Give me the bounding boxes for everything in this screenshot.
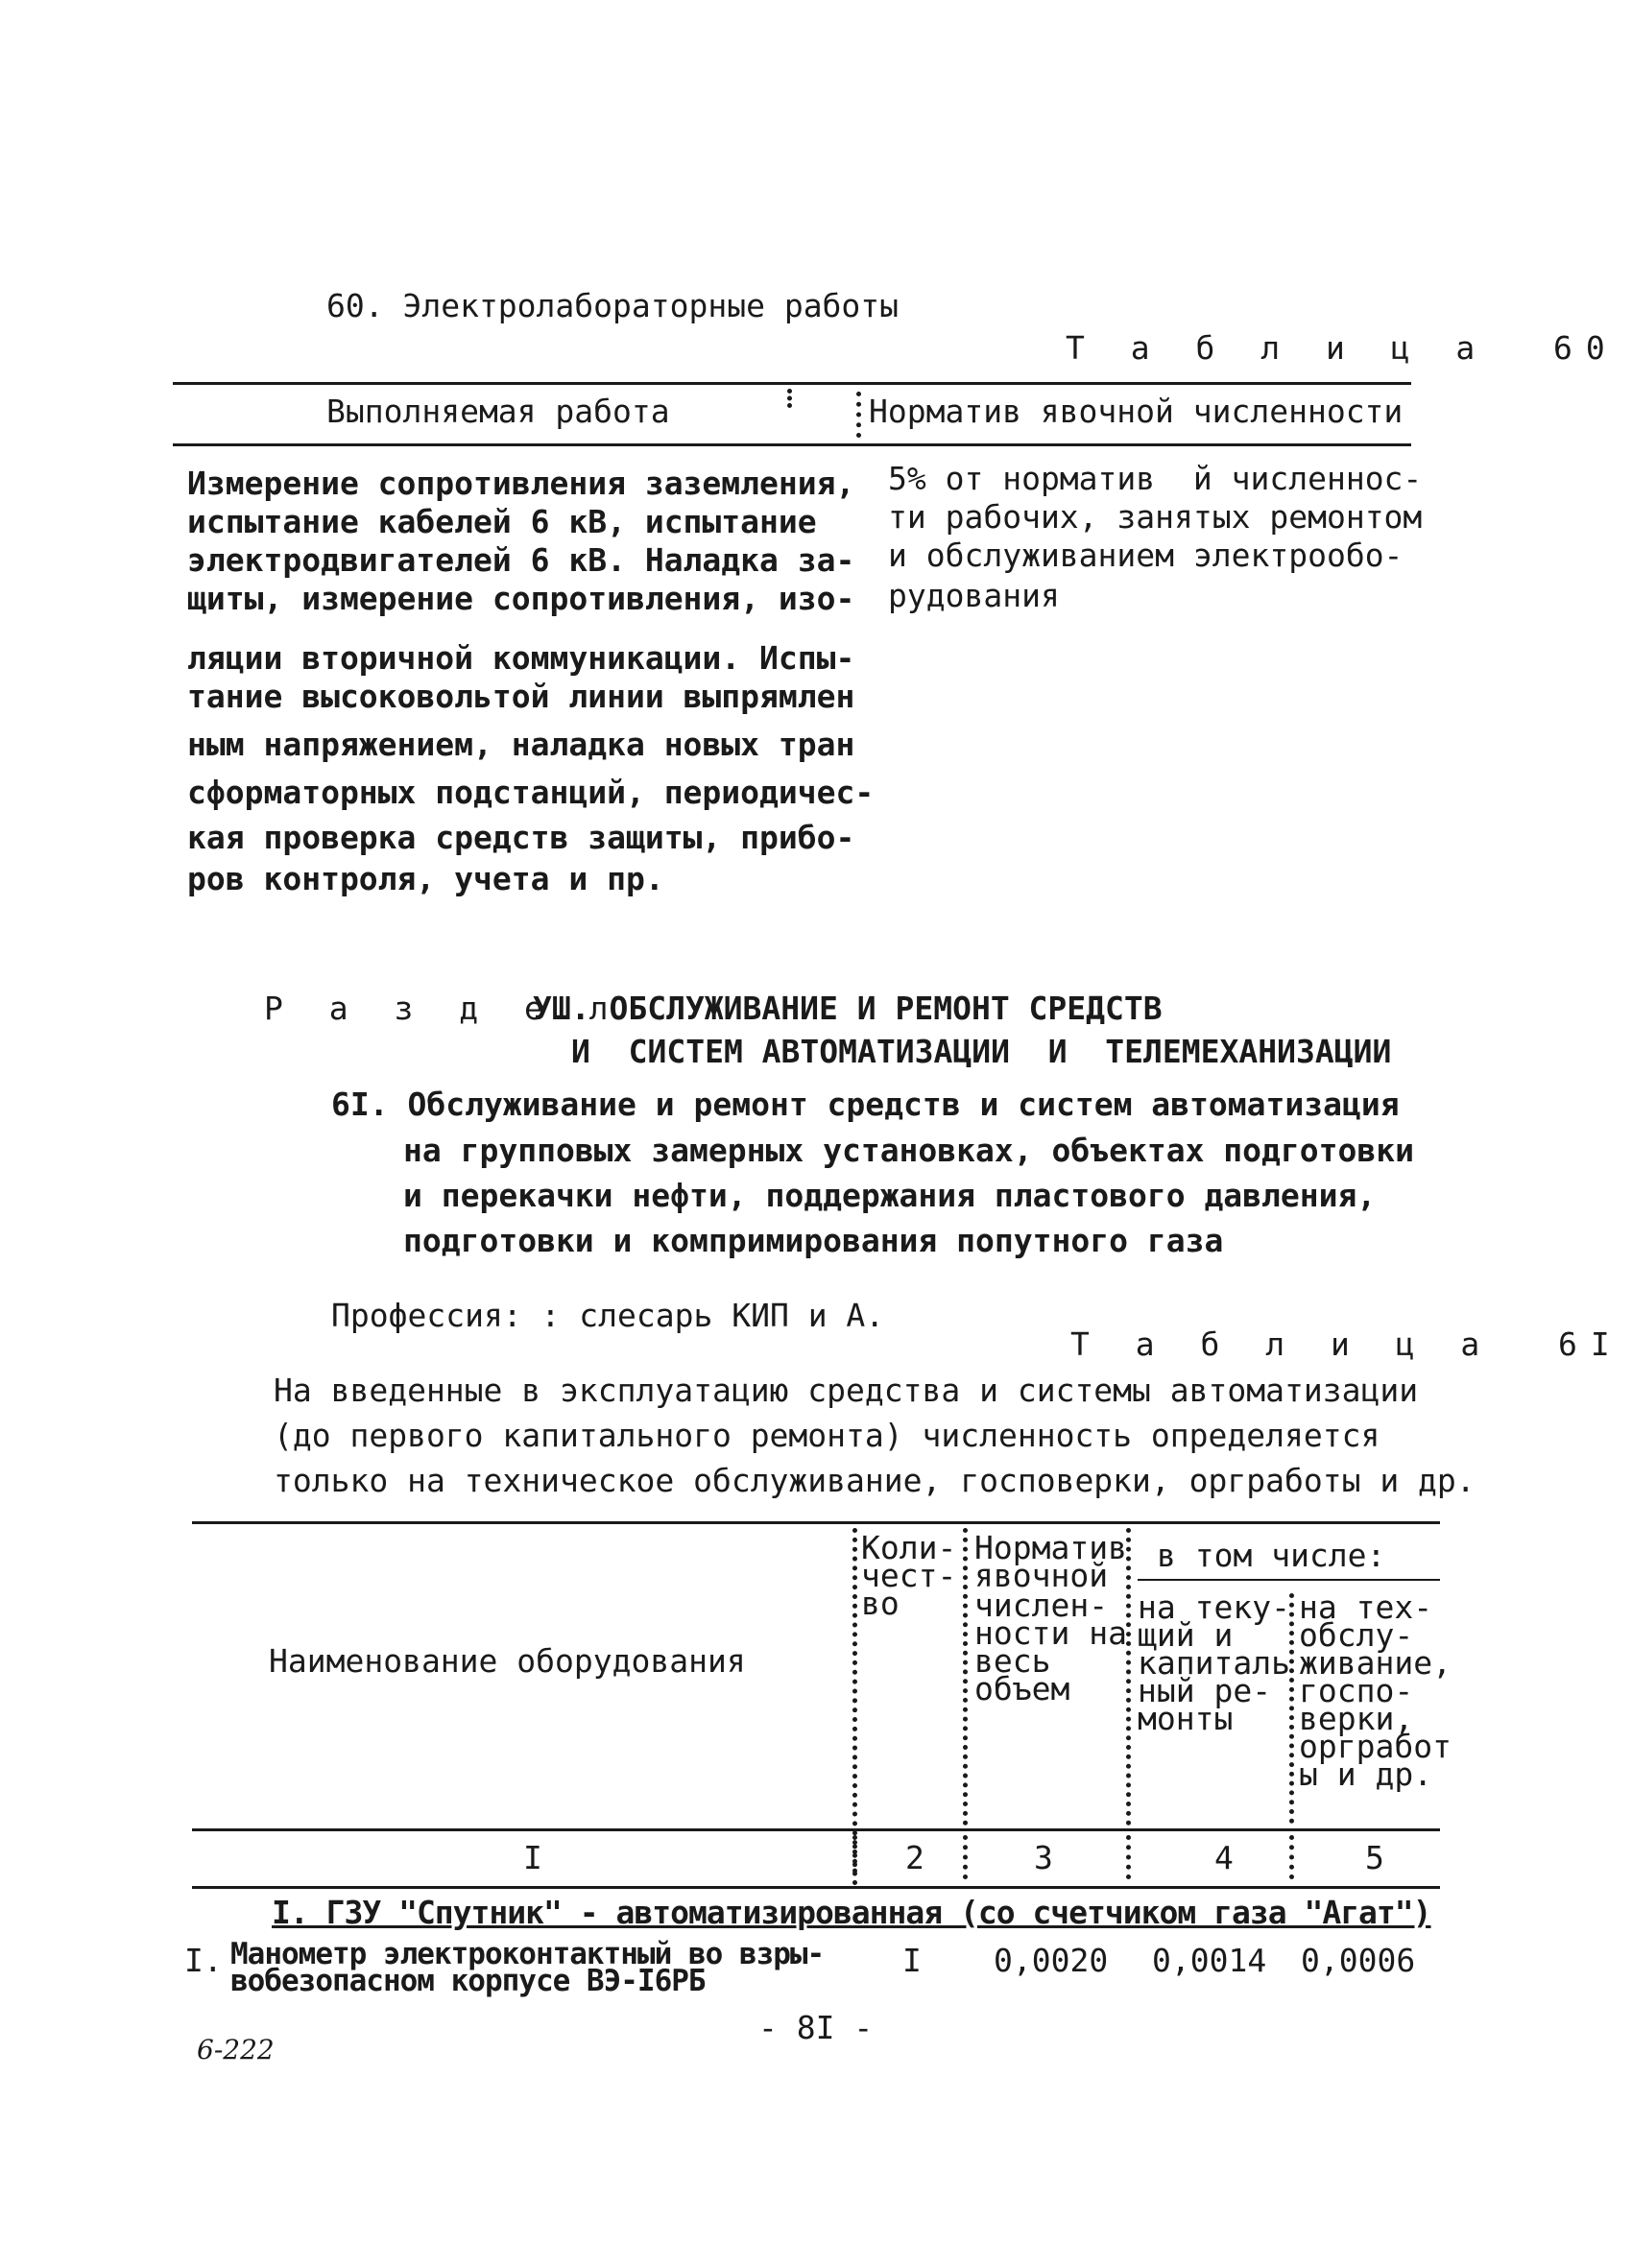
header-line: ный ре- xyxy=(1138,1672,1272,1709)
table-61-label: Т а б л и ц а 6I xyxy=(1070,1325,1623,1363)
table-61-sep-3 xyxy=(1126,1528,1131,1826)
col-number-1: I xyxy=(523,1839,542,1876)
table-61-numbers-rule xyxy=(192,1886,1440,1889)
col-number-5: 5 xyxy=(1365,1839,1384,1876)
table-60-col-work: Выполняемая работа xyxy=(326,393,670,430)
table-61-num-sep-2 xyxy=(963,1835,968,1879)
header-line: во xyxy=(861,1585,900,1622)
work-line: электродвигателей 6 кВ. Наладка за- xyxy=(187,541,855,579)
work-line: ным напряжением, наладка новых тран xyxy=(187,726,855,763)
header-line: живание, xyxy=(1299,1644,1452,1682)
table-61-sep-4 xyxy=(1289,1593,1294,1824)
header-line: обслу- xyxy=(1299,1616,1414,1654)
section-61-heading-line: на групповых замерных установках, объектах подготовки xyxy=(403,1132,1414,1169)
header-line: ности на xyxy=(974,1614,1127,1652)
section-8-title-line2: И СИСТЕМ АВТОМАТИЗАЦИИ И ТЕЛЕМЕХАНИЗАЦИИ xyxy=(571,1033,1392,1070)
table-61-note-line: (до первого капитального ремонта) численность определяется xyxy=(274,1417,1380,1454)
section-61-heading-line: 6I. Обслуживание и ремонт средств и систем автоматизация xyxy=(331,1086,1400,1123)
header-line: числен- xyxy=(974,1587,1109,1624)
table-61-group-title: I. ГЗУ "Спутник" - автоматизированная (со счетчиком газа "Агат") xyxy=(272,1894,1431,1931)
row-number: I. xyxy=(184,1942,223,1979)
table-61-col-incl: в том числе: xyxy=(1157,1537,1386,1574)
table-61-num-sep-4 xyxy=(1289,1835,1294,1879)
header-line: оргработ xyxy=(1299,1728,1452,1765)
profession-line: Профессия: : слесарь КИП и А. xyxy=(331,1297,885,1334)
row-norm: 0,0020 xyxy=(994,1942,1109,1979)
table-61-incl-rule xyxy=(1138,1579,1440,1581)
work-line: тание высоковольтой линии выпрямлен xyxy=(187,678,855,715)
row-service: 0,0006 xyxy=(1301,1942,1416,1979)
norm-line: и обслуживанием электрообо- xyxy=(888,537,1404,574)
work-line: ров контроля, учета и пр. xyxy=(187,860,664,897)
header-line: капиталь xyxy=(1138,1644,1290,1682)
table-61-num-sep-3 xyxy=(1126,1835,1131,1879)
row-qty: I xyxy=(902,1942,922,1979)
work-line: кая проверка средств защиты, прибо- xyxy=(187,819,855,856)
section-61-heading-line: и перекачки нефти, поддержания пластового давления, xyxy=(403,1177,1377,1214)
row-name-line: вобезопасном корпусе ВЭ-I6РБ xyxy=(230,1964,706,1998)
table-61-note-line: только на техническое обслуживание, госповерки, оргработы и др. xyxy=(274,1462,1476,1499)
table-61-header-rule xyxy=(192,1828,1440,1831)
header-line: чест- xyxy=(861,1557,957,1594)
section-8-prefix: Р а з д е л xyxy=(264,990,622,1027)
header-line: монты xyxy=(1138,1700,1234,1737)
section-61-heading-line: подготовки и компримирования попутного газа xyxy=(403,1222,1224,1259)
row-repair: 0,0014 xyxy=(1152,1942,1267,1979)
norm-line: 5% от норматив й численнос- xyxy=(888,460,1423,497)
header-line: объем xyxy=(974,1670,1070,1707)
table-60-label: Т а б л и ц а 60 xyxy=(1066,329,1619,367)
col-number-3: 3 xyxy=(1034,1839,1053,1876)
norm-line: рудования xyxy=(888,577,1060,614)
section-8-title-line1: УШ. ОБСЛУЖИВАНИЕ И РЕМОНТ СРЕДСТВ xyxy=(533,990,1163,1027)
header-line: ы и др. xyxy=(1299,1755,1433,1793)
table-60-header-rule xyxy=(173,443,1411,446)
table-60-header-sep-b xyxy=(856,392,861,438)
col-number-2: 2 xyxy=(905,1839,924,1876)
header-line: верки, xyxy=(1299,1700,1414,1737)
header-line: на теку- xyxy=(1138,1588,1290,1626)
header-line: на тех- xyxy=(1299,1588,1433,1626)
table-61-sep-2 xyxy=(963,1528,968,1826)
header-line: щий и xyxy=(1138,1616,1234,1654)
table-61-sep-1 xyxy=(852,1528,857,1874)
work-line: Измерение сопротивления заземления, xyxy=(187,465,855,502)
table-61-note-line: На введенные в эксплуатацию средства и системы автоматизации xyxy=(274,1372,1419,1409)
table-60-header-sep-a xyxy=(787,389,792,408)
header-line: госпо- xyxy=(1299,1672,1414,1709)
norm-line: ти рабочих, занятых ремонтом xyxy=(888,498,1423,536)
table-61-top-rule xyxy=(192,1521,1440,1524)
header-line: Норматив xyxy=(974,1529,1127,1566)
table-61-num-sep-1 xyxy=(852,1835,857,1885)
work-line: сформаторных подстанций, периодичес- xyxy=(187,774,875,811)
work-line: щиты, измерение сопротивления, изо- xyxy=(187,580,855,617)
col-number-4: 4 xyxy=(1214,1839,1234,1876)
section-60-heading: 60. Электролабораторные работы xyxy=(326,287,900,324)
page-number: - 8I - xyxy=(758,2009,874,2046)
row-name-line: Манометр электроконтактный во взры- xyxy=(230,1937,825,1971)
header-line: весь xyxy=(974,1642,1051,1680)
table-61-col-name: Наименование оборудования xyxy=(269,1642,746,1680)
table-60-top-rule xyxy=(173,382,1411,385)
header-line: Коли- xyxy=(861,1529,957,1566)
work-line: ляции вторичной коммуникации. Испы- xyxy=(187,639,855,677)
work-line: испытание кабелей 6 кВ, испытание xyxy=(187,503,817,540)
document-code: 6-222 xyxy=(197,2034,275,2065)
table-60-col-norm: Норматив явочной численности xyxy=(869,393,1404,430)
header-line: явочной xyxy=(974,1557,1109,1594)
